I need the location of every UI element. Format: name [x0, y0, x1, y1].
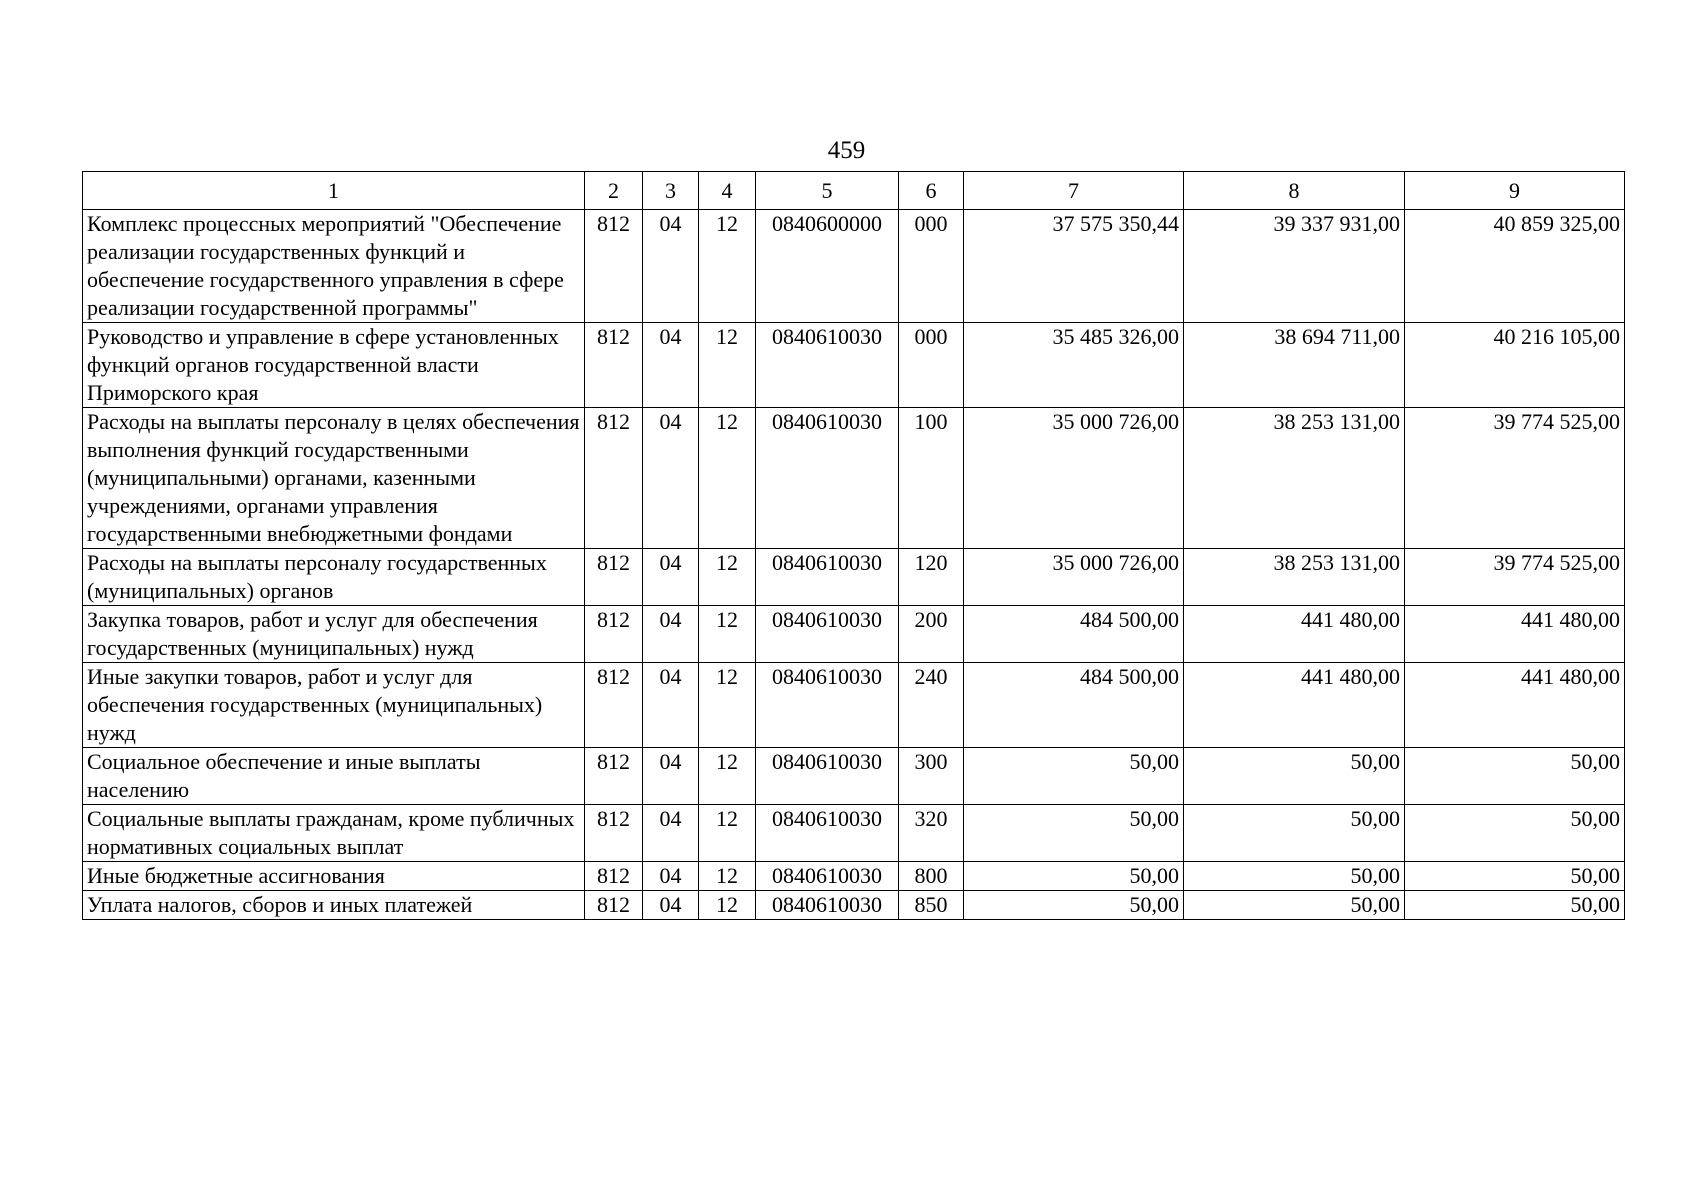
row-name: Комплекс процессных мероприятий "Обеспечение реализации государственных функций и обеспечение государственного управления в сфере реализации государственной программы"	[83, 210, 585, 323]
subsection-code: 12	[699, 408, 756, 549]
ministry-code: 812	[585, 606, 643, 663]
section-code: 04	[643, 862, 699, 891]
section-code: 04	[643, 805, 699, 862]
row-name: Социальное обеспечение и иные выплаты населению	[83, 748, 585, 805]
amount-col7: 484 500,00	[964, 606, 1184, 663]
header-row	[83, 172, 1625, 210]
ministry-code: 812	[585, 663, 643, 748]
ministry-code: 812	[585, 862, 643, 891]
target-article-code: 0840610030	[756, 549, 899, 606]
column-header: 3	[643, 172, 699, 210]
amount-col9: 441 480,00	[1405, 663, 1625, 748]
amount-col9: 39 774 525,00	[1405, 408, 1625, 549]
column-header: 9	[1405, 172, 1625, 210]
expense-type-code: 850	[899, 891, 964, 920]
amount-col7: 484 500,00	[964, 663, 1184, 748]
target-article-code: 0840610030	[756, 323, 899, 408]
subsection-code: 12	[699, 663, 756, 748]
column-header: 5	[756, 172, 899, 210]
target-article-code: 0840600000	[756, 210, 899, 323]
ministry-code: 812	[585, 408, 643, 549]
amount-col8: 39 337 931,00	[1184, 210, 1405, 323]
subsection-code: 12	[699, 210, 756, 323]
amount-col9: 50,00	[1405, 805, 1625, 862]
section-code: 04	[643, 606, 699, 663]
row-name: Расходы на выплаты персоналу в целях обеспечения выполнения функций государственными (муниципальными) органами, казенными учреждениями, органами управления государственными внебюджетными фондами	[83, 408, 585, 549]
row-name: Закупка товаров, работ и услуг для обеспечения государственных (муниципальных) нужд	[83, 606, 585, 663]
amount-col9: 40 216 105,00	[1405, 323, 1625, 408]
amount-col8: 38 253 131,00	[1184, 408, 1405, 549]
section-code: 04	[643, 549, 699, 606]
ministry-code: 812	[585, 549, 643, 606]
row-name: Расходы на выплаты персоналу государственных (муниципальных) органов	[83, 549, 585, 606]
subsection-code: 12	[699, 891, 756, 920]
table-row	[83, 323, 1625, 408]
amount-col7: 50,00	[964, 862, 1184, 891]
column-header: 2	[585, 172, 643, 210]
target-article-code: 0840610030	[756, 606, 899, 663]
amount-col9: 50,00	[1405, 748, 1625, 805]
column-header: 7	[964, 172, 1184, 210]
subsection-code: 12	[699, 805, 756, 862]
section-code: 04	[643, 323, 699, 408]
row-name: Социальные выплаты гражданам, кроме публичных нормативных социальных выплат	[83, 805, 585, 862]
amount-col9: 50,00	[1405, 891, 1625, 920]
page-number: 459	[827, 137, 866, 164]
amount-col7: 35 000 726,00	[964, 549, 1184, 606]
row-name: Руководство и управление в сфере установленных функций органов государственной власти Приморского края	[83, 323, 585, 408]
table-row	[83, 606, 1625, 663]
amount-col8: 50,00	[1184, 748, 1405, 805]
amount-col9: 441 480,00	[1405, 606, 1625, 663]
section-code: 04	[643, 891, 699, 920]
amount-col9: 50,00	[1405, 862, 1625, 891]
expense-type-code: 100	[899, 408, 964, 549]
table-row	[83, 748, 1625, 805]
amount-col7: 50,00	[964, 748, 1184, 805]
expense-type-code: 240	[899, 663, 964, 748]
expense-type-code: 120	[899, 549, 964, 606]
row-name: Иные бюджетные ассигнования	[83, 862, 585, 891]
amount-col8: 50,00	[1184, 862, 1405, 891]
column-header: 1	[83, 172, 585, 210]
table-row	[83, 663, 1625, 748]
amount-col8: 38 694 711,00	[1184, 323, 1405, 408]
ministry-code: 812	[585, 748, 643, 805]
amount-col7: 37 575 350,44	[964, 210, 1184, 323]
subsection-code: 12	[699, 549, 756, 606]
expense-type-code: 000	[899, 210, 964, 323]
ministry-code: 812	[585, 805, 643, 862]
target-article-code: 0840610030	[756, 805, 899, 862]
amount-col8: 441 480,00	[1184, 606, 1405, 663]
amount-col7: 50,00	[964, 805, 1184, 862]
ministry-code: 812	[585, 210, 643, 323]
target-article-code: 0840610030	[756, 748, 899, 805]
column-header: 6	[899, 172, 964, 210]
row-name: Уплата налогов, сборов и иных платежей	[83, 891, 585, 920]
subsection-code: 12	[699, 323, 756, 408]
section-code: 04	[643, 748, 699, 805]
amount-col9: 40 859 325,00	[1405, 210, 1625, 323]
table-row	[83, 408, 1625, 549]
column-header: 4	[699, 172, 756, 210]
amount-col8: 38 253 131,00	[1184, 549, 1405, 606]
target-article-code: 0840610030	[756, 862, 899, 891]
expense-type-code: 800	[899, 862, 964, 891]
section-code: 04	[643, 210, 699, 323]
table-row	[83, 862, 1625, 891]
expense-type-code: 000	[899, 323, 964, 408]
expense-type-code: 200	[899, 606, 964, 663]
amount-col8: 50,00	[1184, 805, 1405, 862]
amount-col7: 35 000 726,00	[964, 408, 1184, 549]
ministry-code: 812	[585, 891, 643, 920]
subsection-code: 12	[699, 606, 756, 663]
row-name: Иные закупки товаров, работ и услуг для обеспечения государственных (муниципальных) нужд	[83, 663, 585, 748]
column-header: 8	[1184, 172, 1405, 210]
budget-table	[82, 171, 1625, 920]
expense-type-code: 300	[899, 748, 964, 805]
expense-type-code: 320	[899, 805, 964, 862]
target-article-code: 0840610030	[756, 891, 899, 920]
amount-col8: 50,00	[1184, 891, 1405, 920]
target-article-code: 0840610030	[756, 663, 899, 748]
section-code: 04	[643, 663, 699, 748]
table-row	[83, 210, 1625, 323]
section-code: 04	[643, 408, 699, 549]
amount-col7: 35 485 326,00	[964, 323, 1184, 408]
table-row	[83, 805, 1625, 862]
subsection-code: 12	[699, 748, 756, 805]
target-article-code: 0840610030	[756, 408, 899, 549]
amount-col8: 441 480,00	[1184, 663, 1405, 748]
ministry-code: 812	[585, 323, 643, 408]
table-row	[83, 549, 1625, 606]
amount-col7: 50,00	[964, 891, 1184, 920]
amount-col9: 39 774 525,00	[1405, 549, 1625, 606]
subsection-code: 12	[699, 862, 756, 891]
table-row	[83, 891, 1625, 920]
